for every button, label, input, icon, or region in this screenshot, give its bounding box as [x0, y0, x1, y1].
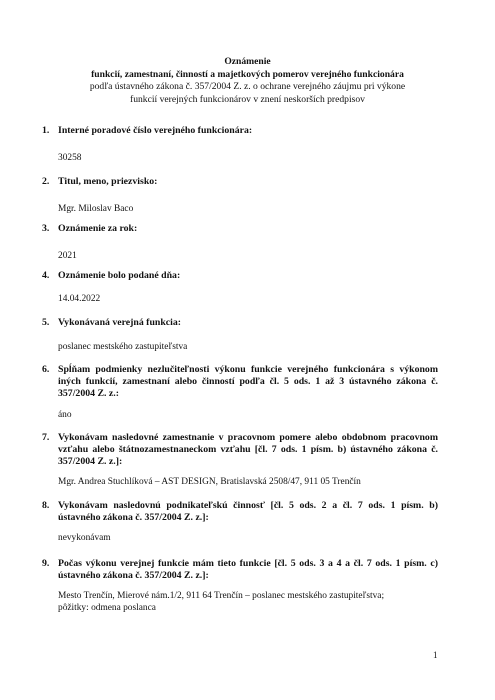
section-heading: Titul, meno, priezvisko:	[58, 176, 158, 187]
section-3	[42, 223, 438, 261]
section-number: 5.	[42, 317, 50, 328]
section-8	[42, 500, 438, 543]
section-9	[42, 558, 438, 613]
section-4	[42, 270, 438, 304]
section-number: 3.	[42, 223, 50, 234]
section-2	[42, 176, 438, 214]
section-6	[42, 364, 438, 420]
section-heading: Oznámenie bolo podané dňa:	[58, 270, 181, 281]
section-value-line-2: pôžitky: odmena poslanca	[58, 603, 156, 613]
section-value: Mgr. Andrea Stuchlíková – AST DESIGN, Bratislavská 2508/47, 911 05 Trenčín	[58, 477, 361, 487]
page-number: 1	[433, 650, 438, 660]
section-heading: Vykonávam nasledovné zamestnanie v pracovnom pomere alebo obdobnom pracovnom vzťahu alebo štátnozamestnaneckom vzťahu [čl. 7 ods. 1 písm. b) ústavného zákona č. 357/2004 Z. z.]:	[58, 432, 438, 468]
section-heading: Vykonávaná verejná funkcia:	[58, 317, 182, 328]
section-5	[42, 317, 438, 352]
section-number: 9.	[42, 558, 50, 569]
header-subtitle: funkcií, zamestnaní, činností a majetkových pomerov verejného funkcionára	[91, 68, 404, 80]
header-law-line-2: funkcií verejných funkcionárov v znení neskorších predpisov	[130, 93, 365, 105]
section-number: 1.	[42, 125, 50, 136]
header-law-line: podľa ústavného zákona č. 357/2004 Z. z. o ochrane verejného záujmu pri výkone	[89, 81, 406, 93]
section-number: 8.	[42, 500, 50, 511]
section-value-line-1: Mesto Trenčín, Mierové nám.1/2, 911 64 Trenčín – poslanec mestského zastupiteľstva;	[58, 591, 385, 601]
section-value: 2021	[58, 251, 77, 261]
section-value: Mgr. Miloslav Baco	[58, 204, 134, 214]
section-value: 14.04.2022	[58, 294, 101, 304]
section-value: áno	[58, 410, 72, 420]
section-number: 4.	[42, 270, 50, 281]
section-heading: Interné poradové číslo verejného funkcionára:	[58, 125, 253, 136]
section-number: 2.	[42, 176, 50, 187]
section-value: poslanec mestského zastupiteľstva	[58, 342, 188, 352]
section-heading: Spĺňam podmienky nezlučiteľnosti výkonu funkcie verejného funkcionára s výkonom iných funkcií, zamestnaní alebo činností podľa čl. 5 ods. 1 až 3 ústavného zákona č. 357/2004 Z. z.:	[58, 364, 438, 400]
section-heading: Počas výkonu verejnej funkcie mám tieto funkcie [čl. 5 ods. 3 a 4 a čl. 7 ods. 1 písm. c) ústavného zákona č. 357/2004 Z. z.]:	[58, 558, 438, 582]
section-heading: Vykonávam nasledovnú podnikateľskú činnosť [čl. 5 ods. 2 a čl. 7 ods. 1 písm. b) ústavného zákona č. 357/2004 Z. z.]:	[58, 500, 438, 524]
header-title: Oznámenie	[224, 56, 271, 67]
section-value: nevykonávam	[58, 533, 111, 543]
section-1	[42, 125, 438, 163]
section-7	[42, 432, 438, 487]
section-number: 6.	[42, 364, 50, 375]
section-value: 30258	[58, 153, 82, 163]
document-header	[40, 56, 455, 106]
section-number: 7.	[42, 432, 50, 443]
section-heading: Oznámenie za rok:	[58, 223, 138, 234]
